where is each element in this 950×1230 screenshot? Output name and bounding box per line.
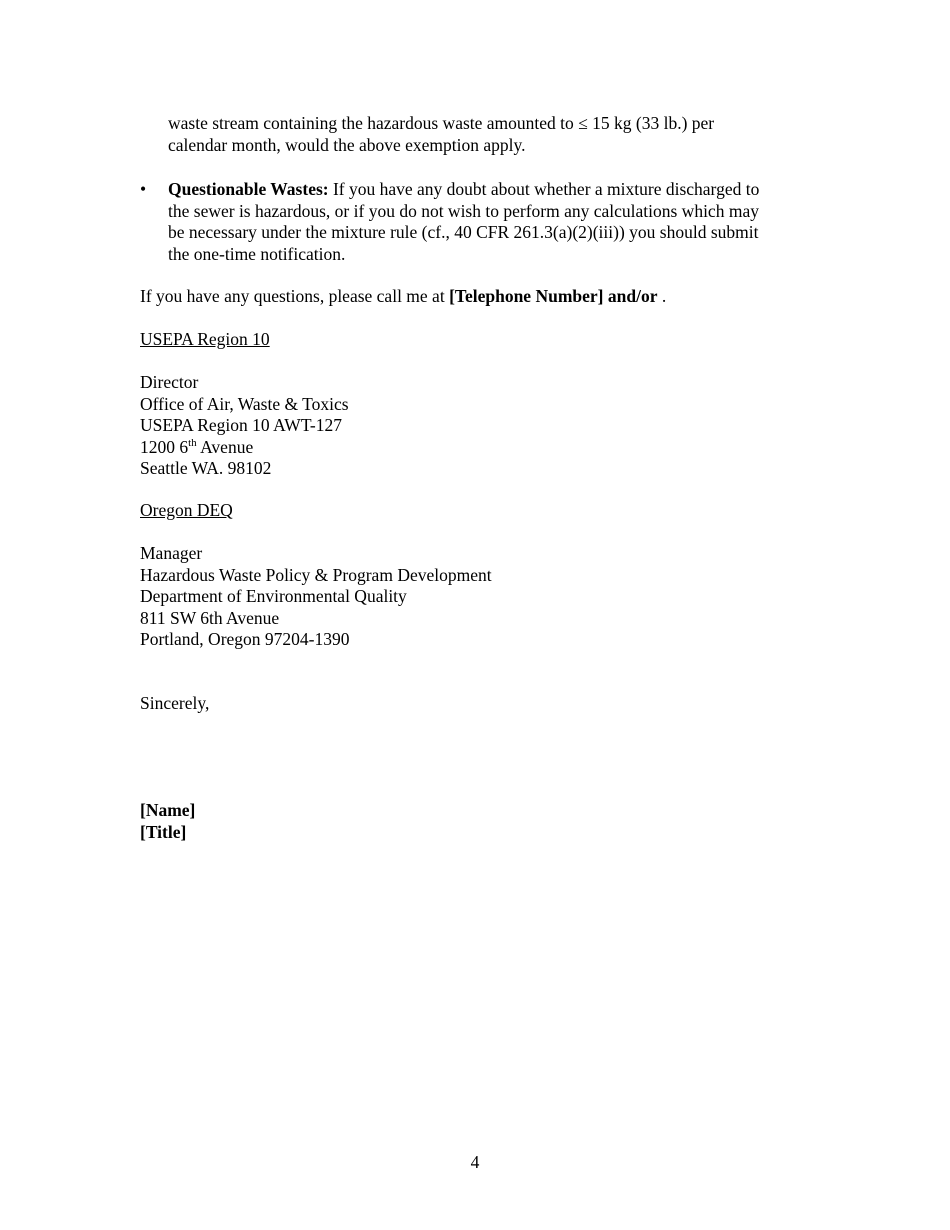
address-line: Hazardous Waste Policy & Program Development bbox=[140, 564, 492, 585]
salutation: Sincerely, bbox=[140, 693, 210, 713]
address-line: Manager bbox=[140, 543, 203, 563]
signer-title: [Title] bbox=[140, 821, 187, 842]
address-line: Department of Environmental Quality bbox=[140, 586, 407, 606]
usepa-address bbox=[140, 372, 820, 480]
telephone-placeholder: [Telephone Number] and/or bbox=[449, 286, 658, 306]
address-line: 811 SW 6th Avenue bbox=[140, 607, 280, 628]
address-line: USEPA Region 10 AWT-127 bbox=[140, 415, 342, 435]
continuation-paragraph bbox=[168, 113, 818, 156]
questions-end: . bbox=[657, 286, 667, 306]
signature-block bbox=[140, 800, 820, 843]
signer-name: [Name] bbox=[140, 800, 196, 820]
bullet-line bbox=[168, 179, 818, 201]
usepa-heading: USEPA Region 10 bbox=[140, 329, 270, 349]
bullet-heading: Questionable Wastes: bbox=[168, 179, 329, 199]
address-line: 1200 6th Avenue bbox=[140, 436, 254, 457]
oregon-address bbox=[140, 543, 820, 651]
address-line: Portland, Oregon 97204-1390 bbox=[140, 629, 350, 649]
address-line: Office of Air, Waste & Toxics bbox=[140, 393, 349, 414]
bullet-marker: • bbox=[140, 179, 147, 199]
continuation-line: waste stream containing the hazardous waste amounted to ≤ 15 kg (33 lb.) per bbox=[168, 113, 715, 133]
ordinal-superscript: th bbox=[188, 436, 197, 449]
bullet-paragraph bbox=[168, 179, 818, 265]
address-line: Director bbox=[140, 372, 199, 392]
bullet-line: the one-time notification. bbox=[168, 243, 346, 264]
continuation-line: calendar month, would the above exemption apply. bbox=[168, 134, 526, 155]
address-line: Seattle WA. 98102 bbox=[140, 458, 272, 478]
questions-text: If you have any questions, please call me at bbox=[140, 286, 450, 306]
bullet-line: the sewer is hazardous, or if you do not wish to perform any calculations which may bbox=[168, 200, 759, 221]
questions-paragraph bbox=[140, 286, 820, 308]
bullet-text: If you have any doubt about whether a mixture discharged to bbox=[328, 179, 760, 199]
page-number: 4 bbox=[470, 1152, 480, 1172]
oregon-heading: Oregon DEQ bbox=[140, 500, 233, 520]
bullet-line: be necessary under the mixture rule (cf., 40 CFR 261.3(a)(2)(iii)) you should submit bbox=[168, 222, 759, 242]
